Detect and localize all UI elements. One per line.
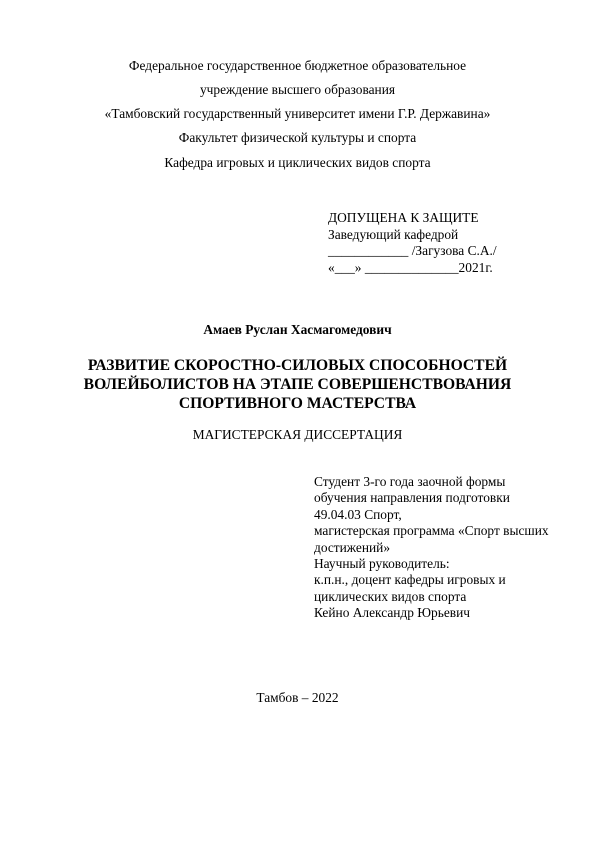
student-info-line-5: достижений» [314, 539, 391, 555]
student-info-line-6: Научный руководитель: [314, 555, 450, 571]
student-info-line-7: к.п.н., доцент кафедры игровых и [314, 572, 506, 588]
thesis-title [60, 356, 535, 413]
student-info-line-2: обучения направления подготовки [314, 490, 510, 506]
institution-line-2: учреждение высшего образования [199, 82, 396, 97]
author-name: Амаев Руслан Хасмагомедович [203, 322, 392, 337]
approval-block [328, 210, 497, 276]
student-info-line-3: 49.04.03 Спорт, [314, 506, 402, 522]
student-info-line-8: циклических видов спорта [314, 588, 467, 604]
city-year: Тамбов – 2022 [256, 690, 339, 705]
student-info-line-1: Студент 3-го года заочной формы [314, 474, 506, 489]
title-line-3: СПОРТИВНОГО МАСТЕРСТВА [178, 395, 417, 412]
title-line-1: РАЗВИТИЕ СКОРОСТНО-СИЛОВЫХ СПОСОБНОСТЕЙ [87, 357, 508, 374]
approval-signature-line: ____________ /Загузова С.А./ [328, 243, 497, 259]
student-info-line-9: Кейно Александр Юрьевич [314, 605, 471, 621]
approval-position: Заведующий кафедрой [328, 226, 459, 242]
faculty-name: Факультет физической культуры и спорта [178, 130, 417, 145]
student-info-line-4: магистерская программа «Спорт высших [314, 523, 549, 539]
approval-heading: ДОПУЩЕНА К ЗАЩИТЕ [328, 210, 479, 225]
document-type: МАГИСТЕРСКАЯ ДИССЕРТАЦИЯ [192, 427, 403, 442]
approval-date-line: «___» ______________2021г. [328, 259, 493, 275]
title-line-2: ВОЛЕЙБОЛИСТОВ НА ЭТАПЕ СОВЕРШЕНСТВОВАНИЯ [83, 376, 512, 393]
department-name: Кафедра игровых и циклических видов спорта [164, 155, 431, 170]
student-info-block [314, 474, 549, 622]
institution-line-1: Федеральное государственное бюджетное образовательное [128, 58, 467, 73]
university-name: «Тамбовский государственный университет имени Г.Р. Державина» [104, 106, 491, 121]
